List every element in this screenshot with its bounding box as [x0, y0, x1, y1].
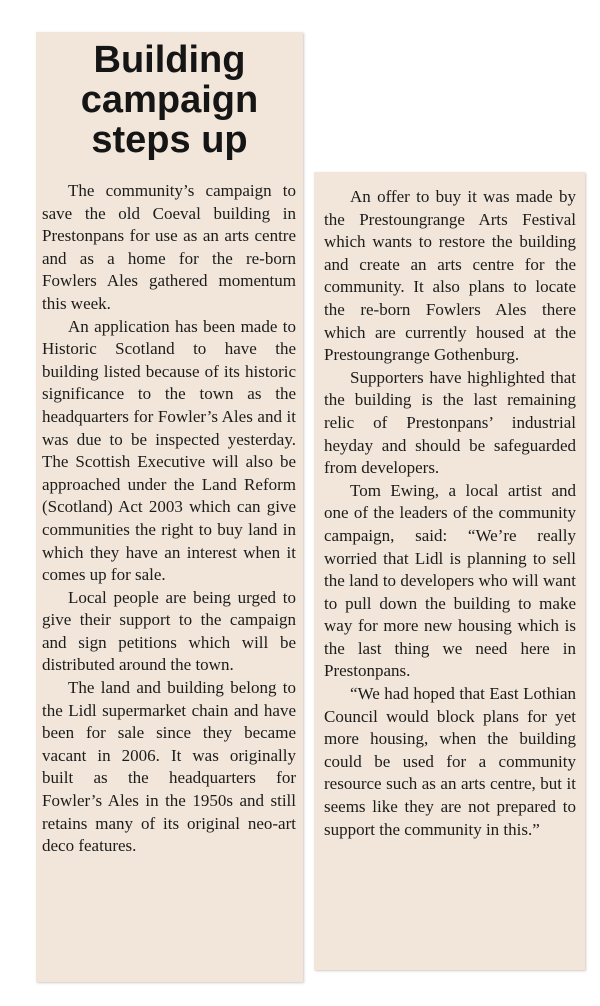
- paragraph: An application has been made to Historic Scotland to have the building listed because of its historic significance to the town as the headquarters for Fowler’s Ales and it was due to be inspected yesterday. The Scottish Executive will also be approached under the Land Reform (Scotland) Act 2003 which can give communities the right to buy land in which they have an interest when it comes up for sale.: [42, 316, 296, 585]
- clipping-left: [36, 32, 303, 982]
- clipping-right: [314, 172, 585, 970]
- paragraph: Tom Ewing, a local artist and one of the leaders of the community campaign, said: “We’re really worried that Lidl is planning to sell the land to developers who will want to pull down the building to make way for more new housing which is the last thing we need here in Prestonpans.: [324, 480, 576, 681]
- paragraph: The land and building belong to the Lidl supermarket chain and have been for sale since they became vacant in 2006. It was originally built as the headquarters for Fowler’s Ales in the 1950s and still retains many of its original neo-art deco features.: [42, 678, 296, 856]
- paragraph: An offer to buy it was made by the Prestoungrange Arts Festival which wants to restore the building and create an arts centre for the community. It also plans to locate the re-born Fowlers Ales there which are currently housed at the Prestoungrange Gothenburg.: [324, 187, 576, 365]
- paragraph: “We had hoped that East Lothian Council would block plans for yet more housing, when the building could be used for a community resource such as an arts centre, but it seems like they are not prepared to support the community in this.”: [324, 684, 576, 839]
- headline-line: campaign: [80, 79, 259, 121]
- headline: [36, 40, 303, 160]
- headline-line: Building: [93, 39, 246, 81]
- article-column-right: [324, 186, 576, 841]
- paragraph: Supporters have highlighted that the building is the last remaining relic of Prestonpans’ industrial heyday and should be safeguarded from developers.: [324, 367, 576, 478]
- article-column-left: [42, 180, 296, 858]
- paragraph: The community’s campaign to save the old Coeval building in Prestonpans for use as an arts centre and as a home for the re-born Fowlers Ales gathered momentum this week.: [42, 181, 296, 313]
- paragraph: Local people are being urged to give their support to the campaign and sign petitions which will be distributed around the town.: [42, 587, 296, 675]
- headline-line: steps up: [91, 119, 248, 161]
